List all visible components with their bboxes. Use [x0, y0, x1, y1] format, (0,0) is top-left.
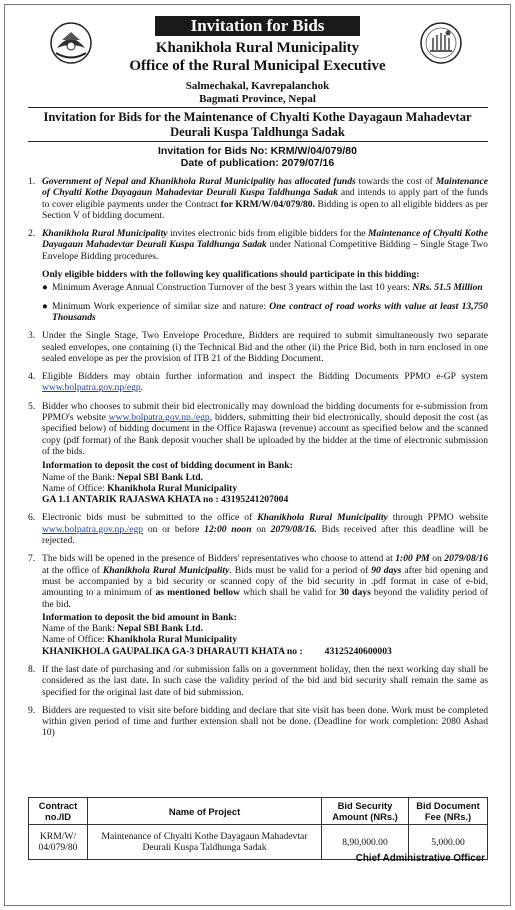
office-name-line: [42, 483, 488, 494]
column-header-contract: Contract no./ID: [29, 798, 88, 825]
notice-body: [28, 176, 488, 746]
egp-link[interactable]: www.bolpatra.gov.np./egp: [42, 523, 144, 535]
divider-top: [28, 107, 488, 108]
clause-text: Bidding is open to all eligible bidders as per Section V of bidding document.: [42, 198, 489, 221]
qualification-text: Minimum Work experience of similar size and nature:: [52, 300, 270, 312]
deadline-date: 2079/08/16.: [270, 523, 317, 535]
account-number: GA 1.1 ANTARIK RAJASWA KHATA no : 43195241207004: [42, 494, 289, 506]
clause-3: [28, 330, 488, 364]
bank-name-line: [42, 623, 488, 634]
clause-emphasis: as mentioned bellow: [155, 587, 240, 599]
cell-project: Maintenance of Chyalti Kothe Dayagaun Mahadevtar Deurali Kuspa Taldhunga Sadak: [88, 825, 322, 860]
office-name: Khanikhola Rural Municipality: [257, 512, 388, 524]
clause-text: beyond the validity period of the bid.: [42, 587, 488, 610]
clause-text: and intends to apply part of the funds to cover eligible payments under the Contract: [42, 187, 488, 210]
clause-text: Bidder who chooses to submit their bid electronically may download the bidding documents for e-submission from PPMO's website: [42, 400, 488, 424]
egp-link[interactable]: www.bolpatra.gov.np/egp: [42, 382, 141, 394]
security-validity: 30 days: [339, 587, 371, 599]
account-number: 43125240600003: [324, 645, 392, 657]
deadline-time: 12:00 noon: [204, 523, 252, 535]
clause-text: Government of Nepal and Khanikhola Rural Municipality has allocated funds: [42, 176, 356, 187]
project-name: Maintenance of Chyalti Kothe Dayagaun Mahadevtar Deurali Kuspa Taldhunga Sadak: [42, 176, 488, 199]
account-label: KHANIKHOLA GAUPALIKA GA-3 DHARAUTI KHATA no :: [42, 645, 303, 657]
clause-number: 6.: [28, 512, 36, 524]
bank-name-line: [42, 472, 488, 483]
clause-text: Eligible Bidders may obtain further information and inspect the Bidding Documents PPMO e-GP system: [42, 371, 488, 383]
office-name: Khanikhola Rural Municipality: [102, 564, 230, 576]
clause-number: 1.: [28, 176, 36, 187]
signature: Chief Administrative Officer: [355, 853, 485, 864]
clause-text: The bids will be opened in the presence of Bidders' representatives who choose to attend at: [42, 553, 396, 565]
project-name: Maintenance of Chyalti Kothe Dayagaun Mahadevtar Deurali Kuspa Taldhunga Sadak: [42, 228, 488, 251]
opening-time: 1:00 PM: [395, 553, 430, 565]
clause-number: 8.: [28, 663, 36, 675]
clause-text: , bidders, submitting their bid electronically, should deposit the cost (as specified below) of bidding document in the Office Rajaswa (revenue) account as specified below and the scanned copy (pdf format) of the Bank deposit voucher shall be uploaded by the bidder at the time of electronic submission of the bids.: [42, 412, 488, 457]
clause-number: 9.: [28, 704, 36, 716]
qualification-value: One contract of road works with value at least 13,750 Thousands: [52, 300, 488, 323]
clause-text: under National Competitive Bidding – Single Stage Two Envelope Bidding procedures.: [42, 239, 488, 262]
cell-fee: 5,000.00: [409, 825, 488, 860]
contract-ref: for KRM/W/04/079/80.: [220, 198, 315, 210]
cell-contract: KRM/W/ 04/079/80: [29, 825, 88, 860]
clause-text: which shall be valid for: [239, 587, 340, 599]
address-line-2: Bagmati Province, Nepal: [199, 93, 316, 105]
bank-info-heading: Information to deposit the cost of bidding document in Bank:: [42, 460, 293, 472]
clause-text: towards the cost of: [355, 176, 436, 187]
bid-number: Invitation for Bids No: KRM/W/04/079/80: [158, 145, 357, 157]
clause-text: on: [251, 523, 271, 535]
clause-text: Bidders are requested to visit site before bidding and declare that site visit has been done. Work must be completed within given period of time and further extension shall not be done. (Deadline for work completion: 2080 Ashad 10): [42, 704, 488, 739]
clause-text: Khanikhola Rural Municipality: [42, 228, 168, 240]
qualifications-heading: Only eligible bidders with the following key qualifications should participate in this bidding:: [42, 269, 420, 281]
bank-info-heading: Information to deposit the bid amount in Bank:: [42, 611, 237, 623]
office-name: Office of the Rural Municipal Executive: [129, 58, 386, 74]
clause-text: . Bids must be valid for a period of: [229, 564, 372, 576]
cell-security: 8,90,000.00: [322, 825, 409, 860]
clause-number: 2.: [28, 228, 36, 240]
column-header-project: Name of Project: [88, 798, 322, 825]
qualifications: [28, 269, 488, 323]
qualification-2: [42, 301, 488, 324]
office-value: Khanikhola Rural Municipality: [107, 634, 238, 646]
column-header-fee: Bid Document Fee (NRs.): [409, 798, 488, 825]
qualification-1: [42, 282, 488, 293]
clause-7: [28, 553, 488, 657]
clause-text: at the office of: [42, 564, 103, 576]
clause-number: 3.: [28, 330, 36, 342]
notice-title: Invitation for Bids for the Maintenance of Chyalti Kothe Dayagaun Mahadevtar Deurali Kuspa Taldhunga Sadak: [43, 110, 472, 139]
deposit-account-line: [42, 646, 488, 657]
bid-table: [28, 797, 488, 860]
clause-number: 7.: [28, 553, 36, 565]
qualification-text: Minimum Average Annual Construction Turnover of the best 3 years within the last 10 years:: [52, 282, 413, 294]
clause-text: Electronic bids must be submitted to the office of: [42, 512, 258, 524]
clause-text: on: [429, 553, 445, 565]
address-line-1: Salmechakal, Kavrepalanchok: [185, 80, 330, 92]
bank-value: Nepal SBI Bank Ltd.: [117, 471, 203, 483]
table-header-row: [29, 798, 488, 825]
clause-text: after bid opening and must be accompanied by a bid security or scanned copy of the bid security in .pdf format in case of e-bid, amounting to a minimum of: [42, 564, 488, 599]
bullet-icon: ●: [42, 300, 48, 312]
bank-label: Name of the Bank:: [42, 623, 118, 635]
publication-date: Date of publication: 2079/07/16: [180, 157, 335, 169]
clause-text: on or before: [143, 523, 205, 535]
bullet-icon: ●: [42, 282, 48, 294]
org-name: Khanikhola Rural Municipality: [155, 40, 360, 56]
egp-link[interactable]: www.bolpatra.gov.np./egp: [108, 412, 210, 424]
clause-1: [28, 176, 488, 221]
office-name-line: [42, 634, 488, 645]
clause-number: 5.: [28, 400, 36, 412]
clause-text: If the last date of purchasing and /or submission falls on a government holiday, then the next working day shall be considered as the last date. In such case the validity period of the bid and bid security shall remain the same as specified for the original last date of bid submission.: [42, 663, 488, 698]
divider-bottom: [28, 141, 488, 142]
office-label: Name of Office:: [42, 634, 108, 646]
clause-text: Under the Single Stage, Two Envelope Procedure, Bidders are required to submit simultaneously two separate sealed envelopes, one containing (i) the Technical Bid and the other (ii) the Price Bid, both in turn enclosed in one sealed envelope as per the provision of ITB 21 of the Bidding Document.: [42, 330, 488, 364]
clause-2: [28, 228, 488, 262]
office-label: Name of Office:: [42, 482, 108, 494]
clause-text: Bids received after this deadline will be rejected.: [42, 523, 489, 547]
clause-5: [28, 401, 488, 506]
banner: Invitation for Bids: [155, 16, 360, 36]
clause-text: .: [140, 382, 144, 394]
qualification-value: NRs. 51.5 Million: [412, 282, 483, 294]
clause-9: [28, 705, 488, 739]
opening-date: 2079/08/16: [444, 553, 489, 565]
clause-text: through PPMO website: [387, 512, 489, 524]
clause-8: [28, 664, 488, 698]
clause-number: 4.: [28, 371, 36, 383]
bank-value: Nepal SBI Bank Ltd.: [117, 623, 203, 635]
clause-text: invites electronic bids from eligible bidders for the: [167, 228, 369, 240]
column-header-security: Bid Security Amount (NRs.): [322, 798, 409, 825]
clause-4: [28, 371, 488, 394]
validity-days: 90 days: [371, 564, 402, 576]
office-value: Khanikhola Rural Municipality: [107, 482, 238, 494]
bank-label: Name of the Bank:: [42, 471, 118, 483]
clause-6: [28, 512, 488, 546]
